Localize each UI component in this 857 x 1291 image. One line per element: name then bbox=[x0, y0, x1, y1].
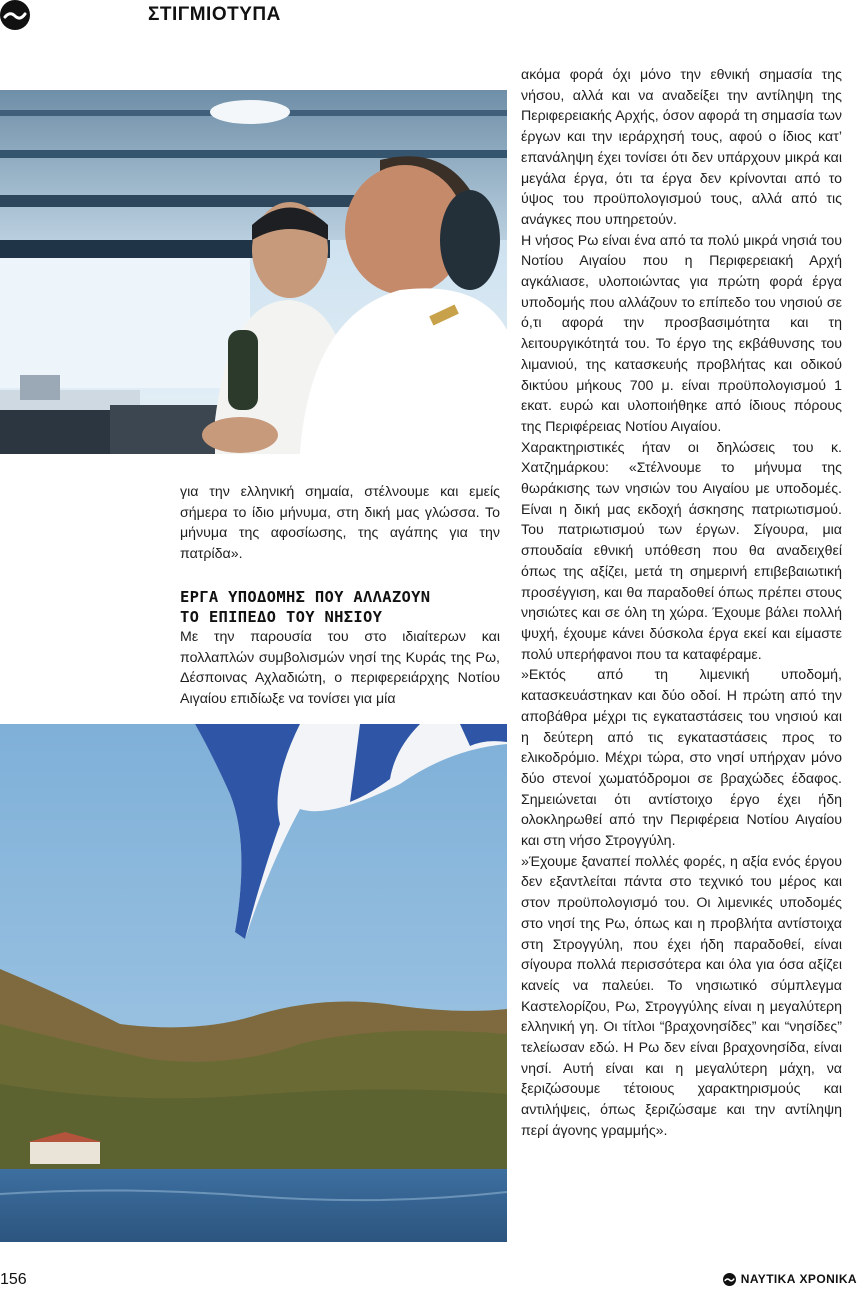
left-paragraph-1: για την ελληνική σημαία, στέλνουμε και εμείς σήμερα το ίδιο μήνυμα, στη δική μας γλώσσα. Το μήνυμα της αφοσίωσης, της αγάπης για την πατρίδα». bbox=[180, 484, 500, 563]
page-number: 156 bbox=[0, 1271, 27, 1288]
footer-brand bbox=[723, 1272, 857, 1286]
right-paragraph-4: »Εκτός από τη λιμενική υποδομή, κατασκευάστηκαν και δύο οδοί. Η πρώτη από την αποβάθρα μέχρι τις εγκαταστάσεις του νησιού και η δεύτερη από τις εγκαταστάσεις προς το ελικοδρόμιο. Μέχρι τώρα, στο νησί υπήρχαν μόνο δύο στενοί χωματόδρομοι σε βραχώδες έδαφος. Σημειώνεται ότι αντίστοιχο έργο έχει ήδη ολοκληρωθεί από την Περιφέρεια Νοτίου Αιγαίου και στη νήσο Στρογγύλη. bbox=[521, 667, 842, 850]
footer-brand-name: ΝΑΥΤΙΚΑ ΧΡΟΝΙΚΑ bbox=[740, 1272, 857, 1286]
right-paragraph-5: »Έχουμε ξαναπεί πολλές φορές, η αξία ενός έργου δεν εξαντλείται πάντα στο τεχνικό του μέρος και στον προϋπολογισμό του. Οι λιμενικές υποδομές στο νησί της Ρω, όπως και η προβλήτα αντίστοιχα στη Στρογγύλη, που έχει ήδη παραδοθεί, είναι σίγουρα πολλά περισσότερα και όλα για όσα αξίζει κανείς να παλεύει. Το νησιωτικό σύμπλεγμα Καστελορίζου, Ρω, Στρογγύλης είναι η μεγαλύτερη ελληνική γη. Οι τίτλοι “βραχονησίδες” και “νησίδες” τελείωσαν εδώ. Η Ρω δεν είναι βραχονησίδα, είναι νησί. Αυτή είναι και η μεγαλύτερη μάχη, να ξεριζώσουμε τέτοιους χαρακτηρισμούς και αντιλήψεις, όπως ξεριζώσαμε και την αντίληψη περί άγονης γραμμής». bbox=[521, 853, 842, 1139]
island-photo bbox=[0, 724, 507, 1242]
left-column bbox=[180, 482, 500, 710]
right-paragraph-2: Η νήσος Ρω είναι ένα από τα πολύ μικρά νησιά του Νοτίου Αιγαίου που η Περιφερειακή Αρχή αγκάλιασε, υλοποιώντας για πρώτη φορά έργα υποδομής που αλλάζουν το επίπεδο του νησιού σε ό,τι αφορά την προσβασιμότητα και τη λειτουργικότητά του. Το έργο της εκβάθυνσης του λιμανιού, της κατασκευής προβλήτας και οδικού δικτύου μήκους 700 μ. είναι προϋπολογισμού 1 εκατ. ευρώ και υλοποιήθηκε από ίδιους πόρους της Περιφέρειας Νοτίου Αιγαίου. bbox=[521, 232, 842, 435]
right-paragraph-3: Χαρακτηριστικές ήταν οι δηλώσεις του κ. Χατζημάρκου: «Στέλνουμε το μήνυμα της θωράκισης των νησιών του Αιγαίου με υποδομές. Είναι η δική μας εκδοχή άσκησης πατριωτισμού. Του πατριωτισμού των έργων. Σίγουρα, μια σπουδαία εθνική υπόθεση που θα αναδειχθεί όπως της αξίζει, μετά τη σημερινή επιβεβαιωτική προσέγγιση, και θα παραδοθεί όπως πρέπει στους νησιώτες και σε όλη τη χώρα. Έχουμε βάλει πολλή ψυχή, έχουμε κάνει δύσκολα έργα εκεί και είμαστε πολύ υπερήφανοι που τα καταφέραμε. bbox=[521, 439, 842, 663]
section-title: ΣΤΙΓΜΙΟΤΥΠΑ bbox=[148, 4, 281, 25]
left-paragraph-2: Με την παρουσία του στο ιδιαίτερων και πολλαπλών συμβολισμών νησί της Κυράς της Ρω, Δέσποινας Αχλαδιώτη, ο περιφερειάρχης Νοτίου Αιγαίου επιδίωξε να τονίσει για μία bbox=[180, 628, 500, 707]
brand-logo-icon bbox=[723, 1273, 736, 1286]
right-column bbox=[521, 65, 842, 1142]
right-paragraph-1: ακόμα φορά όχι μόνο την εθνική σημασία της νήσου, αλλά και να αναδείξει την αντίληψη της Περιφερειακής Αρχής, όσον αφορά τη σημασία των έργων και την ιεράρχησή τους, αφού ο ίδιος κατ’ επανάληψη έχει τονίσει ότι δεν υπάρχουν μικρά και μεγάλα έργα, ότι τα έργα δεν κρίνονται από το ύψος του προϋπολογισμού τους, αλλά από τις ανάγκες που υπηρετούν. bbox=[521, 67, 842, 228]
wave-circle-logo-icon bbox=[0, 0, 30, 30]
section-heading-line-2: ΤΟ ΕΠΙΠΕΔΟ ΤΟΥ ΝΗΣΙΟΥ bbox=[180, 607, 383, 626]
section-heading bbox=[180, 587, 500, 627]
section-heading-line-1: ΕΡΓΑ ΥΠΟΔΟΜΗΣ ΠΟΥ ΑΛΛΑΖΟΥΝ bbox=[180, 587, 431, 606]
bridge-photo bbox=[0, 90, 507, 454]
